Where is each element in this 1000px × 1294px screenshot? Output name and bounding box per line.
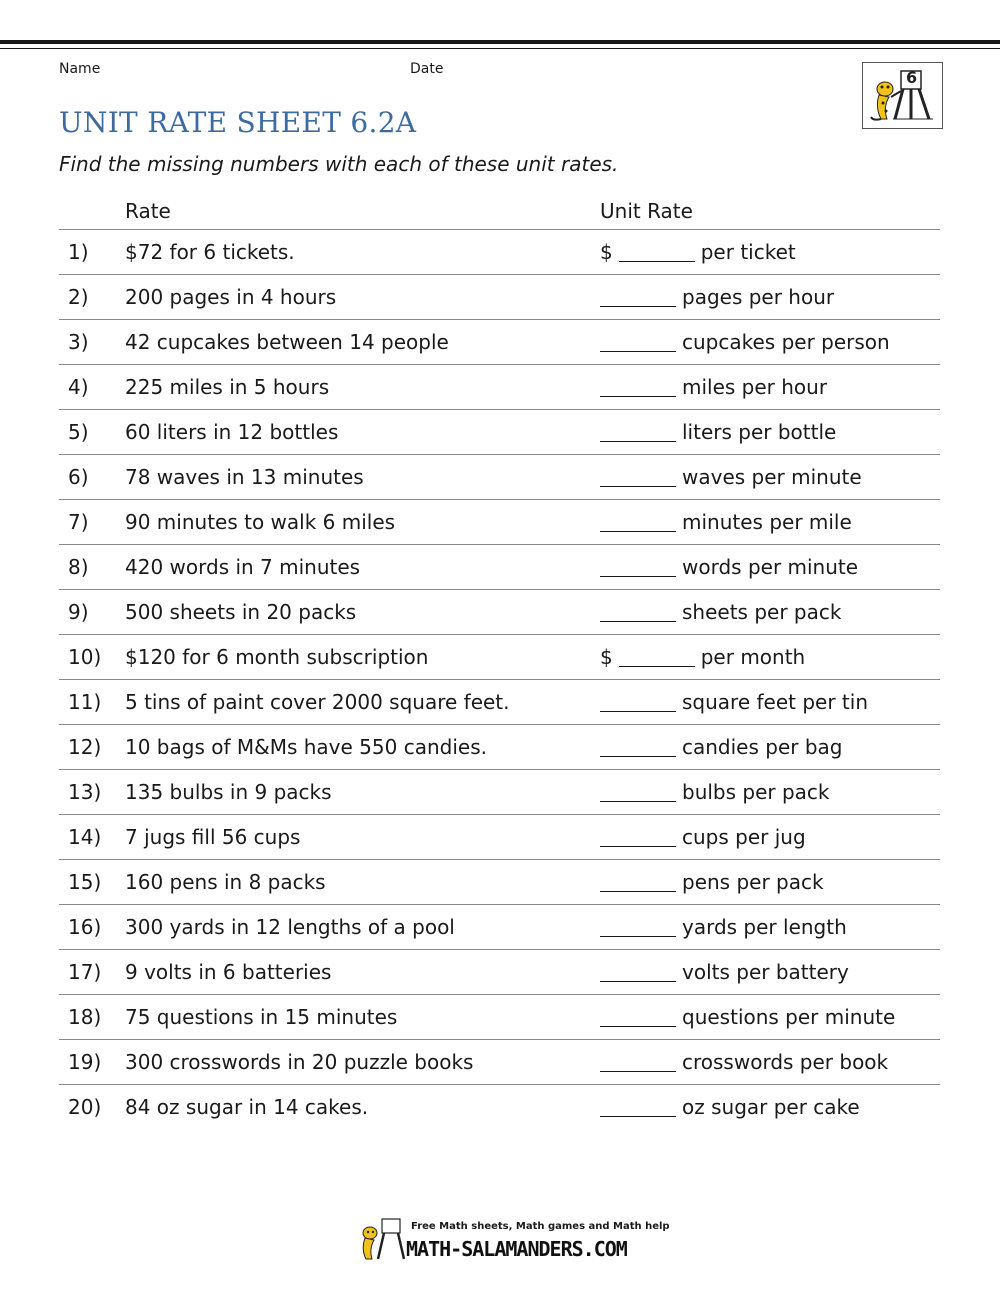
table-row — [59, 680, 940, 725]
unit-label: questions per minute — [682, 1005, 896, 1029]
problem-number: 15) — [68, 870, 102, 894]
problem-number: 1) — [68, 240, 89, 264]
problem-number: 8) — [68, 555, 89, 579]
problem-number: 3) — [68, 330, 89, 354]
table-row — [59, 230, 940, 275]
unit-rate-answer — [600, 420, 836, 444]
table-row — [59, 815, 940, 860]
table-header — [59, 192, 940, 230]
answer-blank[interactable] — [600, 935, 676, 937]
table-row — [59, 770, 940, 815]
table-row — [59, 545, 940, 590]
name-label: Name — [59, 61, 101, 77]
unit-label: sheets per pack — [682, 600, 842, 624]
unit-rate-answer — [600, 1005, 895, 1029]
table-row — [59, 1085, 940, 1129]
answer-blank[interactable] — [600, 485, 676, 487]
problem-rate: 225 miles in 5 hours — [125, 375, 330, 399]
answer-blank[interactable] — [600, 890, 676, 892]
table-row — [59, 500, 940, 545]
table-row — [59, 275, 940, 320]
top-rule — [0, 40, 1000, 44]
answer-blank[interactable] — [619, 260, 695, 262]
problem-rate: 300 crosswords in 20 puzzle books — [125, 1050, 474, 1074]
problem-number: 9) — [68, 600, 89, 624]
dollar-sign: $ — [600, 645, 613, 669]
salamander-icon — [867, 67, 939, 125]
problem-rate: 7 jugs fill 56 cups — [125, 825, 301, 849]
unit-label: volts per battery — [682, 960, 849, 984]
answer-blank[interactable] — [600, 395, 676, 397]
table-row — [59, 905, 940, 950]
problem-rate: 200 pages in 4 hours — [125, 285, 337, 309]
unit-rate-answer — [600, 915, 847, 939]
table-row — [59, 950, 940, 995]
answer-blank[interactable] — [600, 575, 676, 577]
answer-blank[interactable] — [600, 440, 676, 442]
answer-blank[interactable] — [600, 305, 676, 307]
unit-label: per month — [700, 645, 806, 669]
unit-rate-answer — [600, 555, 858, 579]
unit-label: waves per minute — [682, 465, 862, 489]
problem-number: 11) — [68, 690, 102, 714]
unit-rate-answer — [600, 1050, 888, 1074]
date-label: Date — [410, 61, 444, 77]
problem-number: 7) — [68, 510, 89, 534]
table-row — [59, 365, 940, 410]
problem-number: 16) — [68, 915, 102, 939]
table-row — [59, 1040, 940, 1085]
table-row — [59, 725, 940, 770]
footer-tagline: Free Math sheets, Math games and Math help — [411, 1221, 670, 1232]
unit-rate-column-header: Unit Rate — [600, 198, 693, 223]
problem-number: 6) — [68, 465, 89, 489]
unit-rate-answer — [600, 465, 862, 489]
unit-label: pages per hour — [682, 285, 835, 309]
table-row — [59, 860, 940, 905]
answer-blank[interactable] — [600, 980, 676, 982]
problem-rate: $72 for 6 tickets. — [125, 240, 295, 264]
unit-label: candies per bag — [682, 735, 843, 759]
problem-number: 12) — [68, 735, 102, 759]
problem-number: 18) — [68, 1005, 102, 1029]
problem-rate: 60 liters in 12 bottles — [125, 420, 339, 444]
problem-number: 20) — [68, 1095, 102, 1119]
table-row — [59, 590, 940, 635]
table-row — [59, 995, 940, 1040]
table-row — [59, 320, 940, 365]
unit-rate-answer — [600, 960, 849, 984]
problem-rate: 135 bulbs in 9 packs — [125, 780, 332, 804]
worksheet-title: UNIT RATE SHEET 6.2A — [59, 106, 417, 139]
unit-rate-answer — [600, 825, 806, 849]
answer-blank[interactable] — [600, 1025, 676, 1027]
unit-label: cupcakes per person — [682, 330, 890, 354]
problem-number: 5) — [68, 420, 89, 444]
grade-number: 6 — [906, 68, 918, 87]
unit-rate-answer — [600, 645, 805, 669]
answer-blank[interactable] — [600, 1115, 676, 1117]
table-row — [59, 410, 940, 455]
grade-badge-logo — [862, 62, 943, 129]
unit-rate-answer — [600, 240, 796, 264]
unit-rate-answer — [600, 375, 827, 399]
footer-site-name: MATH-SALAMANDERS.COM — [406, 1237, 627, 1261]
table-row — [59, 455, 940, 500]
problem-number: 13) — [68, 780, 102, 804]
problem-rate: 84 oz sugar in 14 cakes. — [125, 1095, 369, 1119]
problem-number: 4) — [68, 375, 89, 399]
unit-label: yards per length — [682, 915, 847, 939]
problem-number: 17) — [68, 960, 102, 984]
unit-label: square feet per tin — [682, 690, 868, 714]
problem-rate: 90 minutes to walk 6 miles — [125, 510, 396, 534]
problem-rate: 10 bags of M&Ms have 550 candies. — [125, 735, 487, 759]
unit-rate-answer — [600, 870, 824, 894]
unit-rate-answer — [600, 330, 890, 354]
answer-blank[interactable] — [600, 710, 676, 712]
unit-label: oz sugar per cake — [682, 1095, 860, 1119]
unit-label: crosswords per book — [682, 1050, 889, 1074]
unit-rate-answer — [600, 600, 841, 624]
unit-label: cups per jug — [682, 825, 806, 849]
unit-label: per ticket — [700, 240, 796, 264]
unit-rate-answer — [600, 780, 830, 804]
answer-blank[interactable] — [600, 1070, 676, 1072]
problem-rate: 75 questions in 15 minutes — [125, 1005, 398, 1029]
problem-rate: $120 for 6 month subscription — [125, 645, 429, 669]
table-row — [59, 635, 940, 680]
problem-rows — [59, 230, 940, 1129]
dollar-sign: $ — [600, 240, 613, 264]
unit-rate-answer — [600, 285, 834, 309]
problem-number: 19) — [68, 1050, 102, 1074]
answer-blank[interactable] — [600, 530, 676, 532]
problem-rate: 5 tins of paint cover 2000 square feet. — [125, 690, 510, 714]
problem-rate: 42 cupcakes between 14 people — [125, 330, 449, 354]
problem-number: 2) — [68, 285, 89, 309]
top-rule-thin — [0, 48, 1000, 49]
unit-rate-answer — [600, 1095, 860, 1119]
answer-blank[interactable] — [600, 845, 676, 847]
problem-table — [59, 192, 940, 1129]
problem-rate: 160 pens in 8 packs — [125, 870, 326, 894]
unit-rate-answer — [600, 690, 868, 714]
problem-number: 10) — [68, 645, 102, 669]
rate-column-header: Rate — [125, 198, 171, 223]
problem-rate: 500 sheets in 20 packs — [125, 600, 357, 624]
problem-rate: 9 volts in 6 batteries — [125, 960, 332, 984]
unit-rate-answer — [600, 510, 852, 534]
answer-blank[interactable] — [619, 665, 695, 667]
answer-blank[interactable] — [600, 800, 676, 802]
unit-label: liters per bottle — [682, 420, 837, 444]
unit-label: pens per pack — [682, 870, 824, 894]
unit-label: bulbs per pack — [682, 780, 830, 804]
instructions: Find the missing numbers with each of these unit rates. — [59, 152, 619, 176]
answer-blank[interactable] — [600, 620, 676, 622]
problem-rate: 78 waves in 13 minutes — [125, 465, 364, 489]
problem-rate: 300 yards in 12 lengths of a pool — [125, 915, 455, 939]
answer-blank[interactable] — [600, 350, 676, 352]
unit-label: miles per hour — [682, 375, 828, 399]
footer-logo — [356, 1217, 670, 1265]
answer-blank[interactable] — [600, 755, 676, 757]
unit-label: minutes per mile — [682, 510, 852, 534]
unit-rate-answer — [600, 735, 843, 759]
unit-label: words per minute — [682, 555, 859, 579]
problem-number: 14) — [68, 825, 102, 849]
problem-rate: 420 words in 7 minutes — [125, 555, 361, 579]
salamander-logo-icon — [356, 1217, 406, 1263]
